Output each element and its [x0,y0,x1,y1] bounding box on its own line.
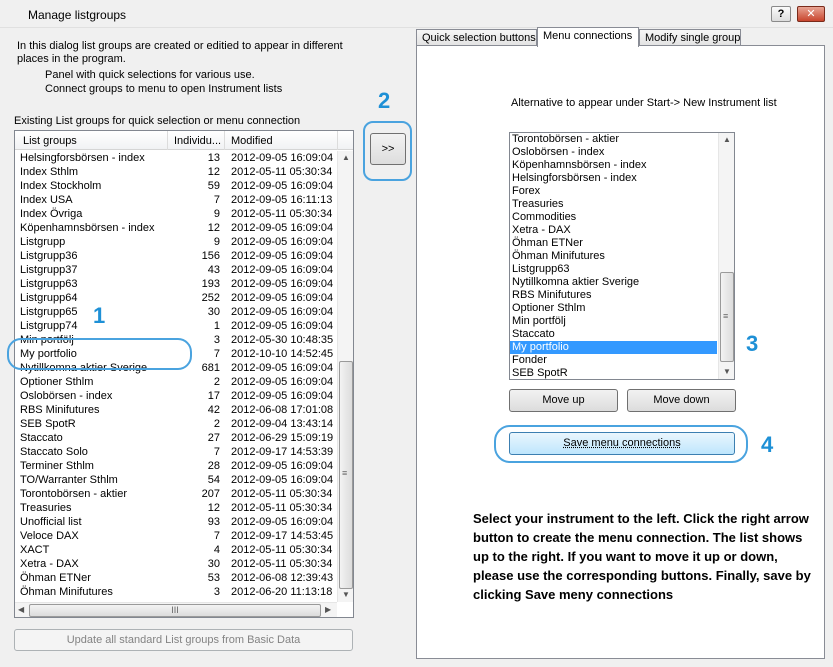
listbox-items [510,133,734,380]
row-individuals: 59 [207,180,220,192]
vertical-scrollbar[interactable] [337,151,353,602]
row-individuals: 54 [207,474,220,486]
list-item[interactable]: Köpenhamnsbörsen - index [512,159,647,171]
list-item[interactable]: Oslobörsen - index [512,146,605,158]
row-modified: 2012-05-30 10:48:35 [231,334,334,346]
row-individuals: 17 [207,390,220,402]
instructions-text: Select your instrument to the left. Click the right arrow button to create the menu connection. The list shows up to the right. If you want to move it up or down, please use the corresponding buttons. Finally, save by clicking Save meny connections [473,511,811,602]
row-group-name: Terminer Sthlm [20,460,94,472]
tab-modify-single-group[interactable]: Modify single group [639,29,741,46]
list-item[interactable]: Xetra - DAX [512,224,571,236]
row-modified: 2012-09-05 16:09:04 [231,264,334,276]
row-individuals: 7 [213,530,220,542]
tab-quick-selection-buttons[interactable]: Quick selection buttons [416,29,537,46]
annotation-number-1: 1 [93,303,106,328]
row-group-name: Listgrupp37 [20,264,78,276]
row-modified: 2012-09-05 16:09:04 [231,474,334,486]
row-individuals: 9 [213,208,220,220]
close-button[interactable]: ✕ [797,6,825,22]
listbox-scrollbar[interactable] [718,133,734,379]
table-row[interactable] [15,529,337,543]
list-item[interactable]: Treasuries [512,198,564,210]
column-header-modified[interactable]: Modified [231,135,273,147]
intro-line-2: Panel with quick selections for various use. [45,69,255,81]
table-row[interactable] [15,515,337,529]
row-group-name: Index Sthlm [20,166,79,178]
row-modified: 2012-09-05 16:09:04 [231,306,334,318]
row-individuals: 193 [201,278,220,290]
row-modified: 2012-09-05 16:11:13 [231,194,333,206]
row-group-name: Öhman ETNer [20,572,91,584]
row-individuals: 2 [213,376,220,388]
row-modified: 2012-05-11 05:30:34 [231,544,333,556]
table-row[interactable] [15,151,337,165]
row-group-name: Staccato Solo [20,446,88,458]
row-group-name: Veloce DAX [20,530,79,542]
row-modified: 2012-09-05 16:09:04 [231,250,334,262]
annotation-ring-2 [363,121,412,181]
annotation-ring-4 [494,425,748,463]
row-modified: 2012-09-05 16:09:04 [231,376,334,388]
row-group-name: Index Stockholm [20,180,102,192]
scroll-down-arrow-icon[interactable]: ▼ [342,590,350,599]
table-row[interactable] [15,501,337,515]
row-individuals: 207 [201,488,220,500]
list-item[interactable]: Fonder [512,354,547,366]
table-row[interactable] [15,291,337,305]
column-header-individuals[interactable]: Individu... [174,135,222,147]
table-row[interactable] [15,375,337,389]
row-group-name: XACT [20,544,50,556]
table-row[interactable] [15,263,337,277]
row-group-name: Unofficial list [20,516,82,528]
row-individuals: 7 [213,446,220,458]
row-individuals: 1 [213,320,220,332]
annotation-number-2: 2 [378,88,391,113]
table-row[interactable] [15,543,337,557]
row-group-name: Listgrupp65 [20,306,78,318]
row-group-name: Listgrupp74 [20,320,78,332]
row-individuals: 27 [207,432,220,444]
table-row[interactable] [15,571,337,585]
scroll-right-arrow-icon[interactable]: ▶ [325,605,332,614]
help-button[interactable]: ? [771,6,791,22]
row-group-name: Helsingforsbörsen - index [20,152,145,164]
vertical-scroll-thumb[interactable] [339,361,353,589]
row-individuals: 681 [201,362,220,374]
row-group-name: Listgrupp64 [20,292,78,304]
row-individuals: 12 [207,166,220,178]
column-header-list-groups[interactable]: List groups [23,135,77,147]
row-individuals: 4 [213,544,220,556]
list-item[interactable]: Öhman Minifutures [512,250,605,262]
table-row[interactable] [15,403,337,417]
table-row[interactable] [15,487,337,501]
list-item[interactable]: Optioner Sthlm [512,302,586,314]
row-modified: 2012-05-11 05:30:34 [231,208,333,220]
row-individuals: 93 [207,516,220,528]
row-individuals: 53 [207,572,220,584]
row-individuals: 12 [207,502,220,514]
list-groups-listview[interactable] [14,130,354,618]
list-item[interactable]: Torontobörsen - aktier [512,133,619,145]
row-group-name: Nytillkomna aktier Sverige [20,362,148,374]
listbox-grip-icon: ≡ [723,311,729,321]
row-modified: 2012-09-05 16:09:04 [231,236,334,248]
row-group-name: Torontobörsen - aktier [20,488,127,500]
row-modified: 2012-09-05 16:09:04 [231,222,334,234]
list-groups-caption: Existing List groups for quick selection or menu connection [14,115,301,127]
grip-icon: ≡ [342,468,348,478]
horizontal-scrollbar[interactable] [15,602,337,618]
row-modified: 2012-06-08 12:39:43 [231,572,334,584]
row-modified: 2012-09-05 16:09:04 [231,390,334,402]
row-modified: 2012-09-17 14:53:39 [231,446,334,458]
list-item[interactable]: Listgrupp63 [512,263,570,275]
row-modified: 2012-09-05 16:09:04 [231,292,334,304]
annotation-number-4: 4 [761,432,774,457]
row-individuals: 156 [201,250,220,262]
row-modified: 2012-09-04 13:43:14 [231,418,334,430]
row-individuals: 30 [207,558,220,570]
list-item[interactable]: Helsingforsbörsen - index [512,172,637,184]
annotation-ring-1 [7,338,192,370]
row-individuals: 3 [213,334,220,346]
tab-menu-connections[interactable]: Menu connections [537,27,639,47]
list-item[interactable]: Forex [512,185,541,197]
table-row[interactable] [15,221,337,235]
table-row[interactable] [15,319,337,333]
table-row[interactable] [15,277,337,291]
list-item[interactable]: My portfolio [510,341,717,354]
list-item[interactable]: Öhman ETNer [512,237,583,249]
row-individuals: 43 [207,264,220,276]
row-group-name: Staccato [20,432,63,444]
row-individuals: 30 [207,306,220,318]
horizontal-scroll-thumb[interactable]: III [29,604,321,617]
list-item[interactable]: SEB SpotR [512,367,568,379]
row-modified: 2012-09-05 16:09:04 [231,180,334,192]
move-down-button[interactable]: Move down [627,389,736,412]
row-group-name: My portfolio [20,348,77,360]
listview-header [15,131,353,150]
table-row[interactable] [15,431,337,445]
row-group-name: TO/Warranter Sthlm [20,474,118,486]
scroll-left-arrow-icon[interactable]: ◀ [18,605,25,614]
row-individuals: 7 [213,194,220,206]
add-menu-connection-button[interactable]: >> [370,133,406,165]
list-item[interactable]: Min portfölj [512,315,566,327]
row-modified: 2012-09-05 16:09:04 [231,460,334,472]
title-bar [0,0,833,28]
table-row[interactable] [15,179,337,193]
row-individuals: 2 [213,418,220,430]
table-row[interactable] [15,585,337,599]
intro-line-1: In this dialog list groups are created or editied to appear in different places in the program. [17,40,343,65]
row-modified: 2012-09-05 16:09:04 [231,320,334,332]
row-modified: 2012-10-10 14:52:45 [231,348,334,360]
row-modified: 2012-09-05 16:09:04 [231,516,334,528]
list-item[interactable]: Commodities [512,211,577,223]
table-row[interactable] [15,235,337,249]
row-modified: 2012-06-08 17:01:08 [231,404,334,416]
row-group-name: Min portfölj [20,334,74,346]
row-group-name: Öhman Minifutures [20,586,113,598]
row-individuals: 3 [213,586,220,598]
row-group-name: Optioner Sthlm [20,376,94,388]
list-item[interactable]: RBS Minifutures [512,289,592,301]
row-modified: 2012-09-05 16:09:04 [231,152,334,164]
row-individuals: 28 [207,460,220,472]
listbox-scroll-down-icon[interactable]: ▼ [723,367,731,376]
table-row[interactable] [15,417,337,431]
menu-connections-panel [416,45,825,659]
move-up-button[interactable]: Move up [509,389,618,412]
table-row[interactable] [15,557,337,571]
menu-connections-caption: Alternative to appear under Start-> New Instrument list [511,97,777,109]
row-group-name: Köpenhamnsbörsen - index [20,222,155,234]
list-item[interactable]: Nytillkomna aktier Sverige [512,276,640,288]
table-row[interactable] [15,249,337,263]
row-modified: 2012-05-11 05:30:34 [231,488,333,500]
table-row[interactable] [15,207,337,221]
intro-line-3: Connect groups to menu to open Instrument lists [45,83,283,95]
listbox-scroll-thumb[interactable] [720,272,734,362]
row-individuals: 12 [207,222,220,234]
row-group-name: Listgrupp [20,236,66,248]
row-modified: 2012-09-17 14:53:45 [231,530,334,542]
row-modified: 2012-05-11 05:30:34 [231,558,333,570]
row-group-name: Treasuries [20,502,72,514]
row-group-name: RBS Minifutures [20,404,100,416]
row-group-name: Listgrupp36 [20,250,78,262]
row-modified: 2012-06-20 11:13:18 [231,586,333,598]
table-row[interactable] [15,389,337,403]
row-modified: 2012-05-11 05:30:34 [231,502,333,514]
row-group-name: Oslobörsen - index [20,390,113,402]
list-item[interactable]: Staccato [512,328,555,340]
annotation-number-3: 3 [746,331,759,356]
row-modified: 2012-09-05 16:09:04 [231,362,334,374]
row-individuals: 42 [207,404,220,416]
table-row[interactable] [15,445,337,459]
row-modified: 2012-09-05 16:09:04 [231,278,334,290]
row-modified: 2012-06-29 15:09:19 [231,432,334,444]
row-group-name: Index Övriga [20,208,83,220]
intro-text [17,40,347,96]
row-group-name: SEB SpotR [20,418,76,430]
table-row[interactable] [15,459,337,473]
table-row[interactable] [15,165,337,179]
row-individuals: 252 [201,292,220,304]
row-group-name: Xetra - DAX [20,558,79,570]
save-menu-connections-button[interactable]: Save menu connections [509,432,735,455]
row-group-name: Listgrupp63 [20,278,78,290]
table-row[interactable] [15,305,337,319]
table-row[interactable] [15,473,337,487]
row-individuals: 9 [213,236,220,248]
update-standard-groups-button[interactable]: Update all standard List groups from Basic Data [14,629,353,651]
row-modified: 2012-05-11 05:30:34 [231,166,333,178]
row-individuals: 13 [207,152,220,164]
listbox-scroll-up-icon[interactable]: ▲ [723,135,731,144]
window-title: Manage listgroups [28,8,127,22]
table-row[interactable] [15,193,337,207]
menu-connections-listbox[interactable] [509,132,735,380]
row-group-name: Index USA [20,194,73,206]
listview-rows [15,151,337,599]
row-individuals: 7 [213,348,220,360]
scroll-up-arrow-icon[interactable]: ▲ [342,153,350,162]
